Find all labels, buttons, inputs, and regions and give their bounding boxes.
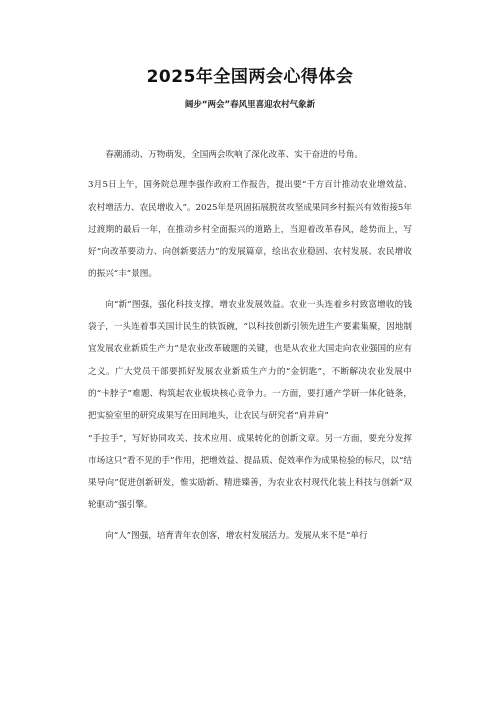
paragraph-technology-continued: “手拉手”，写好协同攻关、技术应用、成果转化的创新文章。另一方面，要充分发挥市场这只“看不见的手”作用，把增效益、提品质、促效率作为成果检验的标尺，以“结果导向”促进创新研发，惟实励新、精进臻善，为农业农村现代化装上科技与创新“双轮驱动”强引擎。 [88, 433, 412, 511]
paragraph-technology: 向“新”图强，强化科技支撑，增农业发展效益。农业一头连着乡村致富增收的钱袋子，一头连着事关国计民生的铁饭碗，“以科技创新引领先进生产要素集聚，因地制宜发展农业新质生产力”是农业改革破题的关键，也是从农业大国走向农业强国的应有之义。广大党员干部要抓好发展农业新质生产力的“金钥匙”，不断解决农业发展中的“卡脖子”难题、构筑起农业板块核心竞争力。一方面，要打通产学研一体化链条，把实验室里的研究成果写在田间地头，让农民与研究者“肩并肩” [88, 299, 412, 422]
document-title: 2025年全国两会心得体会 [146, 67, 354, 87]
document-subtitle: 阔步“两会”春风里喜迎农村气象新 [184, 100, 316, 110]
paragraph-people: 向“人”图强，培育青年农创客，增农村发展活力。发展从来不是“单行 [105, 530, 368, 541]
paragraph-report: 3月5日上午，国务院总理李强作政府工作报告，提出要“千方百计推动农业增效益、农村增活力、农民增收入”。2025年是巩固拓展脱贫攻坚成果同乡村振兴有效衔接5年过渡期的最后一年，在推动乡村全面振兴的道路上，当迎着改革春风，趁势而上，写好“向改革要动力、向创新要活力”的发展篇章，绘出农业稳固、农村发展、农民增收的振兴“丰”景图。 [88, 180, 412, 280]
document-body [88, 144, 412, 547]
paragraph-intro: 春潮涌动、万物萌发，全国两会吹响了深化改革、实干奋进的号角。 [105, 150, 364, 160]
